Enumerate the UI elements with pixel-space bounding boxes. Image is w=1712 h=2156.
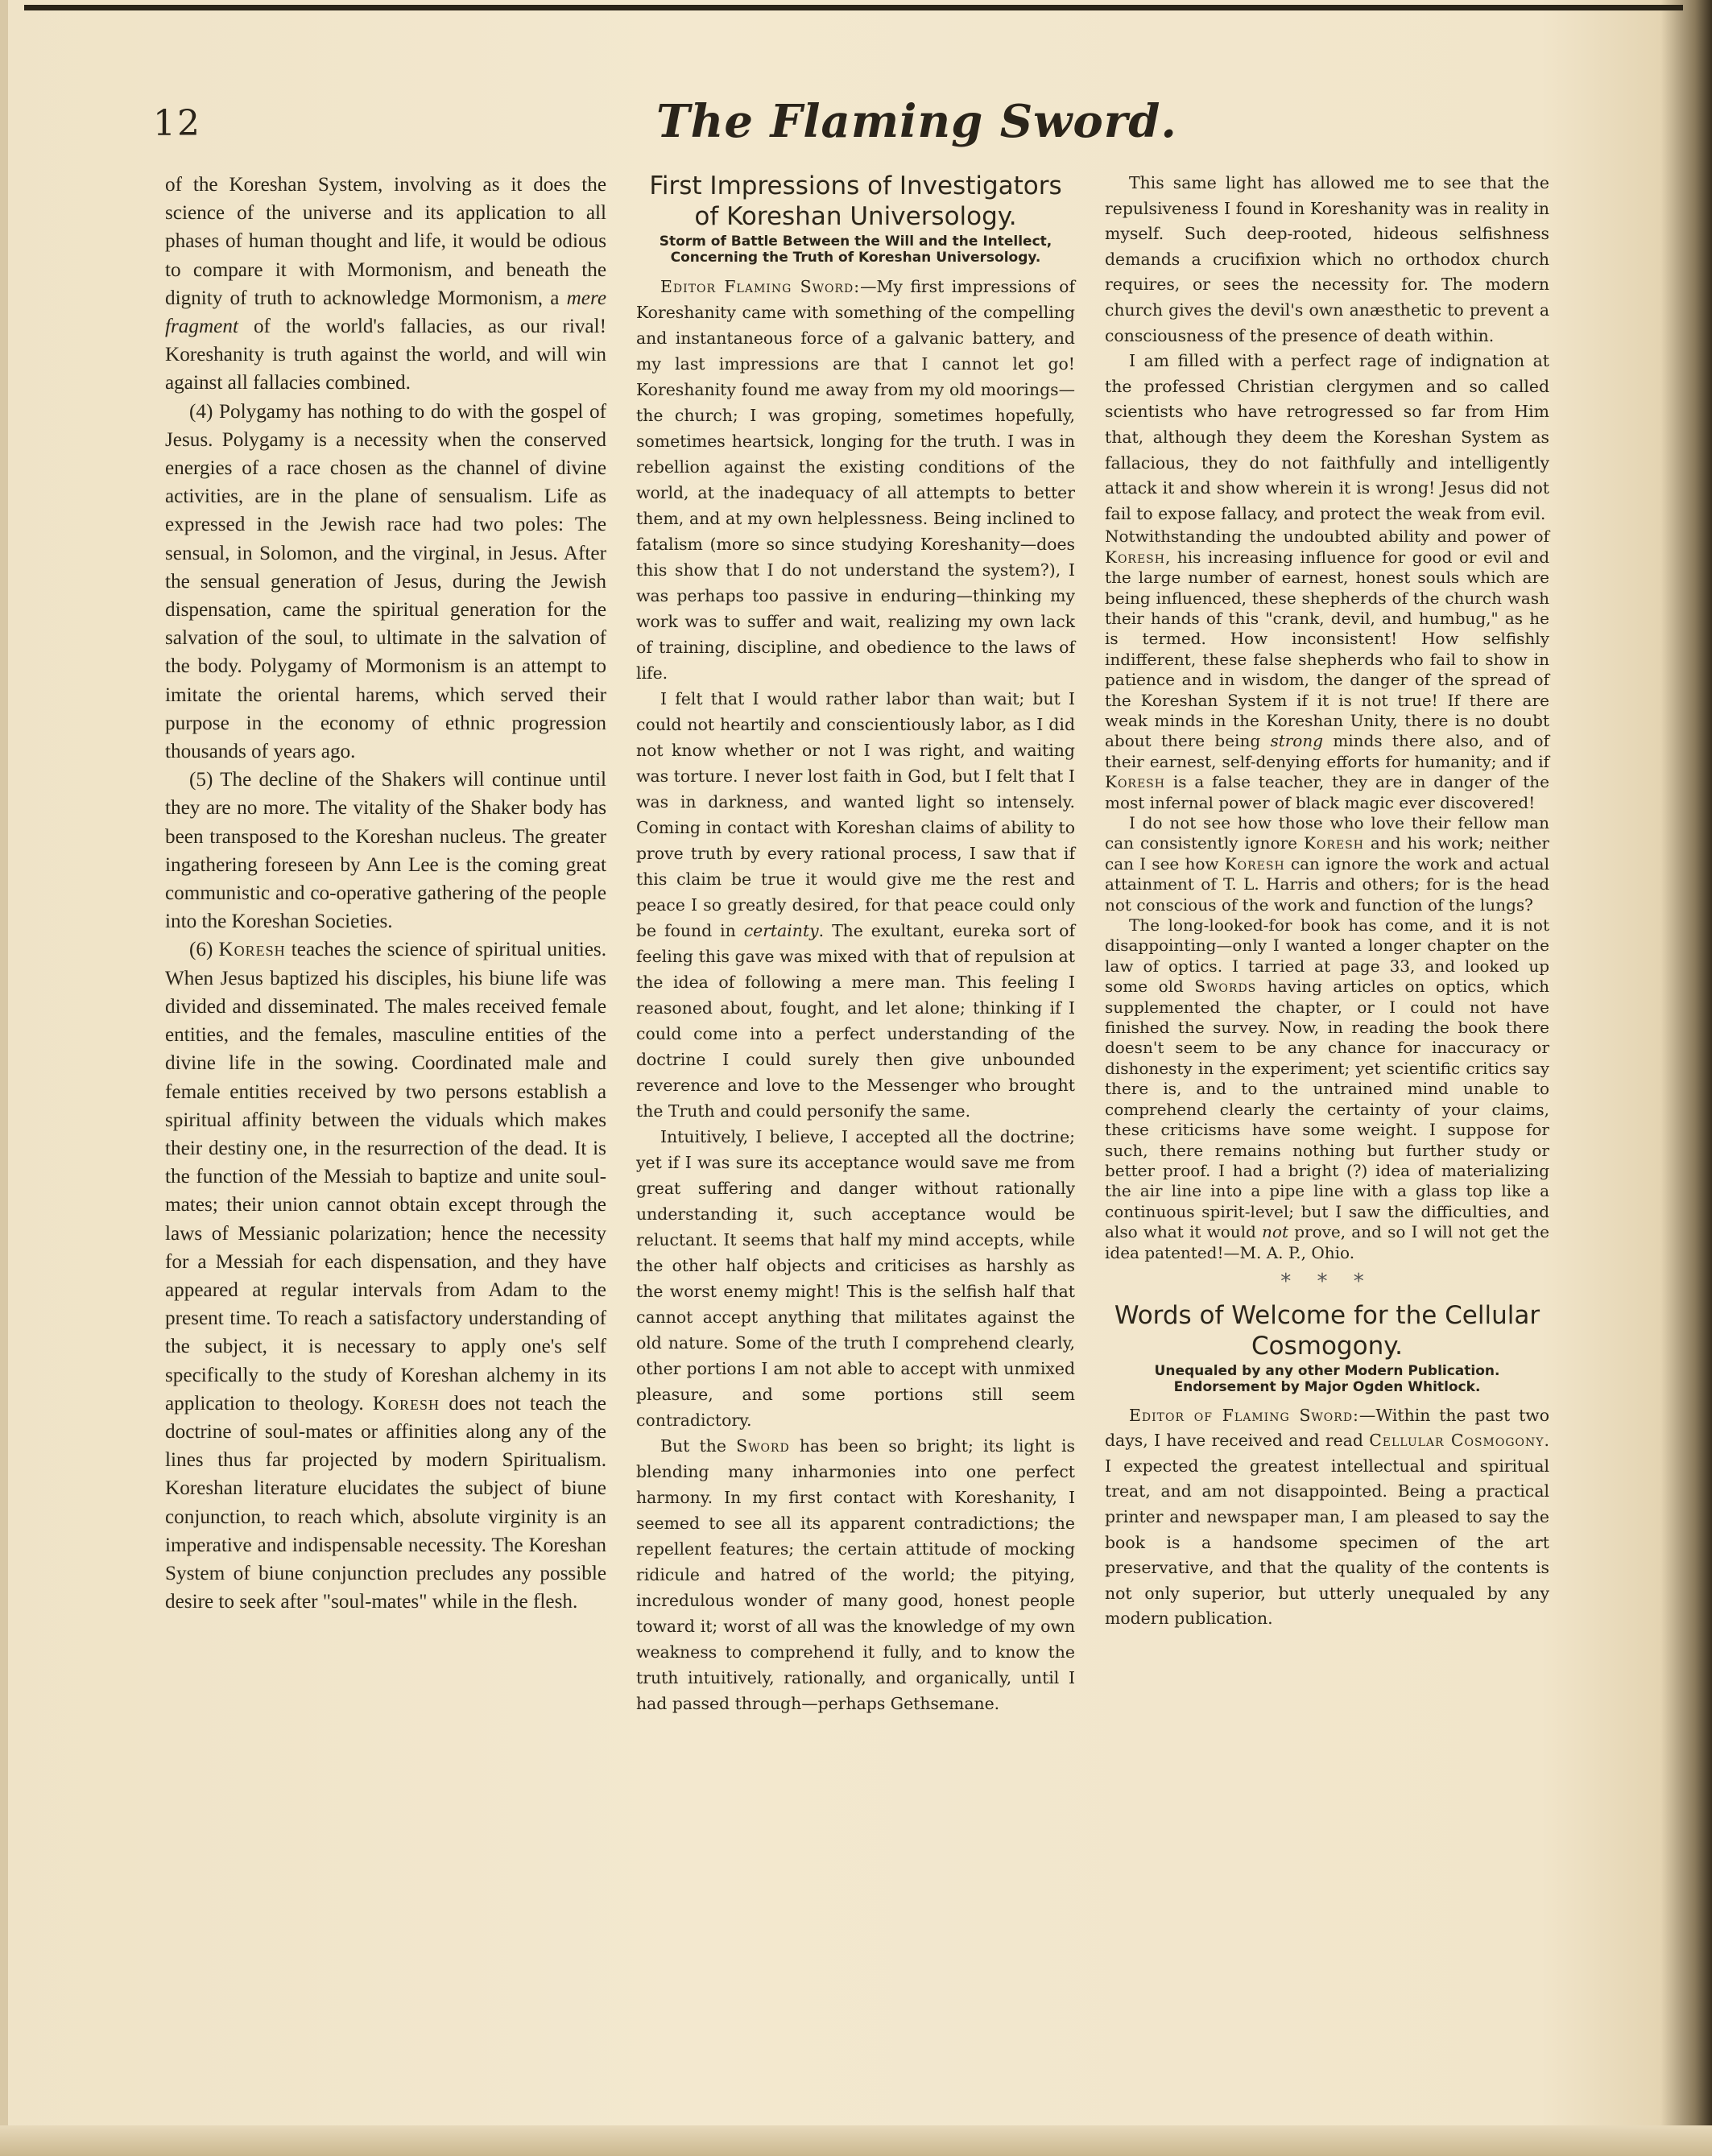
text-run: But the	[660, 1436, 737, 1456]
col2-paragraph-3: Intuitively, I believe, I accepted all the doctrine; yet if I was sure its acceptance would save me from great suffering and danger without rationally understanding it, such acceptance would be reluctant. It seems that half my mind accepts, while the other half objects and criticises as harshly as the worst enemy might! This is the selfish half that cannot accept anything that militates against the old nature. Some of the truth I comprehend clearly, other portions I am not able to accept with unmixed pleasure, and some portions still seem contradictory.	[636, 1127, 1075, 1430]
text-run: prove, and so I will not get the idea patented!—M. A. P., Ohio.	[1105, 1222, 1549, 1262]
text-run: is a false teacher, they are in danger of the most infernal power of black magic ever discovered!	[1105, 772, 1549, 812]
emphasis: not	[1262, 1222, 1289, 1242]
col3-paragraph-5	[1105, 915, 1549, 1263]
col1-paragraph-1	[165, 171, 606, 398]
small-caps-name: Swords	[1194, 977, 1257, 997]
col2-paragraph-1	[636, 274, 1075, 686]
text-run: can ignore the work and actual attainment of T. L. Harris and others; for is the head not conscious of the work and function of the lungs?	[1105, 853, 1550, 915]
emphasis: strong	[1270, 731, 1324, 751]
col2-paragraph-2	[636, 686, 1075, 1124]
article-title-2: Words of Welcome for the Cellular Cosmogony.	[1114, 1300, 1540, 1361]
text-run: having articles on optics, which supplemented the chapter, or I could not have finished the survey. Now, in reading the book there doesn't seem to be any chance for inaccuracy or dishonesty in the experiment; yet scientific critics say there is, and to the untrained mind unable to comprehend clearly the certainty of your claims, these criticisms have some weight. I suppose for such, there remains nothing but further study or better proof. I had a bright (?) idea of materializing the air line into a pipe line with a glass top like a continuous spirit-level; but I saw the difficulties, and also what it would	[1105, 977, 1549, 1242]
text-run: I felt that I would rather labor than wait; but I could not heartily and conscientiously labor, as I did not know whether or not I was right, and waiting was torture. I never lost faith in God, but I felt that I was in darkness, and wanted light so intensely. Coming in contact with Koreshan claims of ability to prove truth by every rational process, I saw that if this claim be true it would give me the rest and peace I so greatly desired, for that peace could only be found in	[636, 689, 1075, 940]
article-title: First Impressions of Investigators of Koreshan Universology.	[649, 171, 1062, 231]
col3-paragraph-1: This same light has allowed me to see that the repulsiveness I found in Koreshanity was in reality in myself. Such deep-rooted, hideous selfishness demands a crucifixion which no orthodox church requires, or sees the necessity for. The modern church gives the devil's own anæsthetic to prevent a consciousness of the presence of death within.	[1105, 173, 1549, 345]
section-divider-stars: * * *	[1280, 1269, 1374, 1294]
page-number: 12	[153, 103, 201, 144]
text-run: of the Koreshan System, involving as it does the science of the universe and its application to all phases of human thought and life, it would be odious to compare it with Mormonism, and beneath the dignity of truth to acknowledge Mormonism, a	[165, 174, 606, 309]
emphasis: mere fragment	[165, 287, 606, 338]
text-run: —Within the past two days, I have received and read	[1105, 1405, 1549, 1451]
text-run: teaches the science of spiritual unities. When Jesus baptized his disciples, his biune life was divided and disseminated. The males received female entities, and the females, masculine entities of the divine life in the sowing. Coordinated male and female entities received by two persons establish a spiritual affinity between the viduals which makes their destiny one, in the resurrection of the dead. It is the function of the Messiah to baptize and unite soul-mates; their union cannot obtain except through the laws of Messianic polarization; hence the necessity for a Messiah for each dispensation, and they have appeared at regular intervals from Adam to the present time. To reach a satisfactory understanding of the subject, it is necessary to apply one's self specifically to the study of Koreshan alchemy in its application to theology.	[165, 939, 606, 1415]
column-2	[636, 171, 1075, 1716]
small-caps-name: Koresh	[372, 1392, 440, 1415]
text-run: . The exultant, eureka sort of feeling this gave was mixed with that of repulsion at the idea of following a mere man. This feeling I reasoned about, fought, and let alone; thinking if I could come into a perfect understanding of the doctrine I could surely then give unbounded reverence and love to the Messenger who brought the Truth and could personify the same.	[636, 921, 1075, 1121]
text-run: . I expected the greatest intellectual and spiritual treat, and am not disappointed. Being a practical printer and newspaper man, I am pleased to say the book is a handsome specimen of the art preservative, and that the quality of the contents is not only superior, but utterly unequaled by any modern publication.	[1105, 1431, 1549, 1629]
col3-paragraph-3	[1105, 527, 1549, 813]
col2-paragraph-4	[636, 1433, 1075, 1716]
col3-paragraph-4	[1105, 813, 1549, 915]
text-run: has been so bright; its light is blending many inharmonies into one perfect harmony. In my first contact with Koreshanity, I seemed to see all its apparent contradictions; the repellent features; the certain attitude of mocking ridicule and hatred of the world; the pitying, incredulous wonder of many good, honest people toward it; worst of all was the knowledge of my own weakness to comprehend it fully, and to know the truth intuitively, rationally, and organically, until I had passed through—perhaps Gethsemane.	[636, 1436, 1076, 1713]
masthead-title: The Flaming Sword.	[656, 95, 1177, 148]
text-run: minds there also, and of their earnest, self-denying efforts for humanity; and if	[1105, 731, 1549, 771]
col3-paragraph-6	[1105, 1403, 1549, 1632]
page-left-edge	[0, 0, 8, 2156]
article-subtitle-2: Unequaled by any other Modern Publication. Endorsement by Major Ogden Whitlock.	[1154, 1362, 1500, 1395]
text-run: The long-looked-for book has come, and it is not disappointing—only I wanted a longer chapter on the law of optics. I tarried at page 33, and looked up some old	[1105, 915, 1549, 997]
col1-paragraph-3: (5) The decline of the Shakers will continue until they are no more. The vitality of the Shaker body has been transposed to the Koreshan nucleus. The greater ingathering foreseen by Ann Lee is the coming great communistic and co-operative gathering of the people into the Koreshan Societies.	[165, 769, 606, 933]
small-caps-name: Koresh	[1105, 772, 1165, 792]
small-caps-name: Koresh	[1224, 853, 1285, 874]
text-run: and his work; neither can I see how	[1105, 833, 1549, 874]
top-border	[24, 5, 1683, 10]
text-run: Notwithstanding the undoubted ability and power of	[1105, 527, 1549, 547]
text-run: , his increasing influence for good or evil and the large number of earnest, honest souls which are being influenced, these shepherds of the church wash their hands of this "crank, devil, and humbug," as he is termed. How inconsistent! How selfishly indifferent, these false shepherds who fail to show in patience and in wisdom, the danger of the spread of the Koreshan System if it is not true! If there are weak minds in the Koreshan Unity, there is no doubt about there being	[1105, 547, 1549, 751]
text-run: I do not see how those who love their fellow man can consistently ignore	[1105, 813, 1549, 853]
col3-paragraph-2: I am filled with a perfect rage of indignation at the professed Christian clergymen and so called scientists who have retrogressed so far from Him that, although they deem the Koreshan System as fallacious, they do not faithfully and intelligently attack it and show wherein it is wrong! Jesus did not fail to expose fallacy, and protect the weak from evil.	[1105, 351, 1549, 523]
small-caps-name: Koresh	[218, 939, 286, 961]
text-run: (6)	[189, 939, 219, 961]
small-caps-name: Koresh	[1105, 547, 1165, 567]
col1-paragraph-2: (4) Polygamy has nothing to do with the gospel of Jesus. Polygamy is a necessity when the conserved energies of a race chosen as the channel of divine activities, are in the plane of sensualism. Life as expressed in the Jewish race had two poles: The sensual, in Solomon, and the virginal, in Jesus. After the sensual generation of Jesus, during the Jewish dispensation, came the spiritual generation for the salvation of the soul, to ultimate in the salvation of the body. Polygamy of Mormonism is an attempt to imitate the oriental harems, which served their purpose in the economy of ethnic progression thousands of years ago.	[165, 400, 606, 763]
col1-paragraph-4	[165, 936, 606, 1616]
salutation: Editor Flaming Sword:	[660, 277, 861, 296]
small-caps-name: Sword	[736, 1436, 790, 1456]
text-run: —My first impressions of Koreshanity came with something of the compelling and instantaneous force of a galvanic battery, and my last impressions are that I cannot let go! Koreshanity found me away from my old moorings—the church; I was groping, sometimes hopefully, sometimes heartsick, longing for the truth. I was in rebellion against the existing conditions of the world, at the inadequacy of all attempts to better them, and at my own helplessness. Being inclined to fatalism (more so since studying Koreshanity—does this show that I do not understand the system?), I was perhaps too passive in enduring—thinking my work was to suffer and wait, realizing my own lack of training, discipline, and obedience to the laws of life.	[636, 277, 1075, 683]
emphasis: certainty	[743, 921, 819, 940]
text-run: does not teach the doctrine of soul-mates or affinities along any of the lines thus far projected by modern Spiritualism. Koreshan literature elucidates the subject of biune conjunction, to reach which, absolute virginity is an imperative and indispensable necessity. The Koreshan System of biune conjunction precludes any possible desire to seek after "soul-mates" while in the flesh.	[165, 1392, 606, 1613]
salutation: Editor of Flaming Sword:	[1129, 1405, 1359, 1425]
small-caps-name: Koresh	[1303, 833, 1364, 853]
column-1	[165, 171, 606, 1616]
book-title: Cellular Cosmogony	[1369, 1431, 1545, 1451]
page-bottom-edge	[0, 2125, 1712, 2156]
text-run: of the world's fallacies, as our rival! Koreshanity is truth against the world, and will win against all fallacies combined.	[165, 316, 606, 394]
column-3	[1105, 171, 1549, 1632]
article-subtitle: Storm of Battle Between the Will and the Intellect, Concerning the Truth of Koreshan Universology.	[659, 233, 1052, 266]
